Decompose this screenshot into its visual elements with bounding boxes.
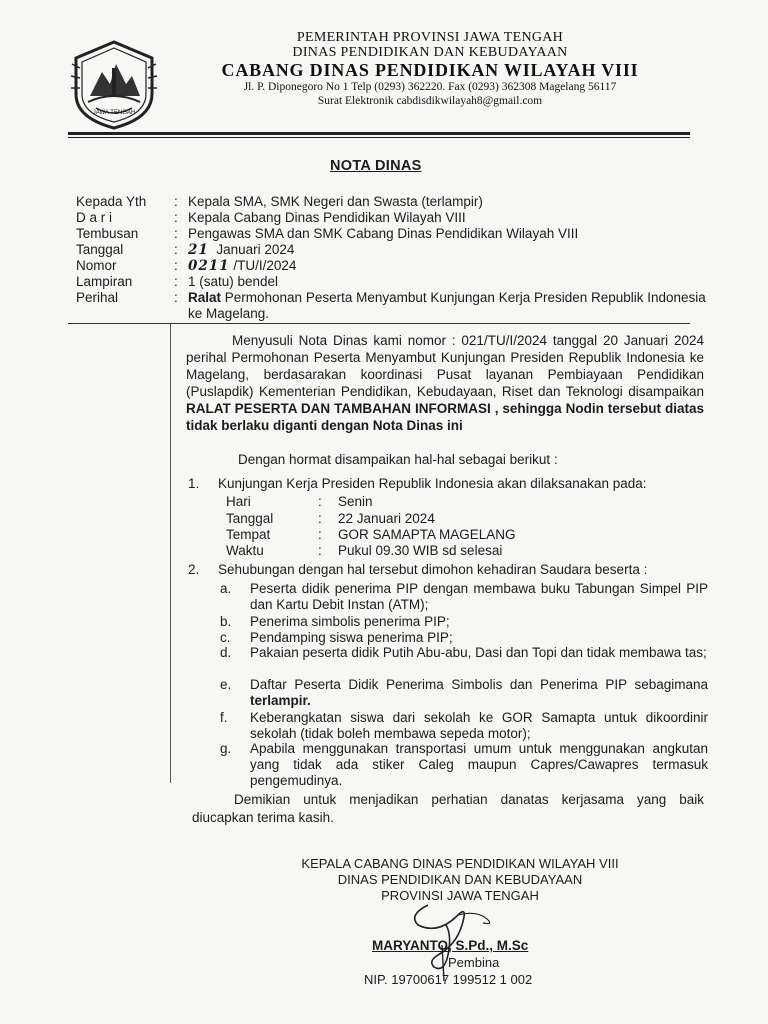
letterhead-email: Surat Elektronik cabdisdikwilayah8@gmail.com [317,95,543,107]
colon: : [174,226,178,241]
letterhead-department: DINAS PENDIDIKAN DAN KEBUDAYAAN [292,45,568,60]
margin-rule [170,323,171,783]
closing-text: Demikian untuk menjadikan perhatian danatas kerjasama yang baik diucapkan terima kasih. [192,792,704,825]
signatory-name: MARYANTO, S.Pd., M.Sc [372,938,529,953]
sub-item-text: Peserta didik penerima PIP dengan membawa buku Tabungan Simpel PIP dan Kartu Debit Instan (ATM); [250,581,708,612]
sub-item-letter: b. [220,614,232,629]
schedule-value: GOR SAMAPTA MAGELANG [338,527,516,542]
item-2-text: Sehubungan dengan hal tersebut dimohon kehadiran Saudara beserta : [218,562,648,577]
colon: : [174,210,178,225]
signatory-province: PROVINSI JAWA TENGAH [381,888,539,903]
perihal-label: Perihal [76,290,119,305]
opening-plain: Menyusuli Nota Dinas kami nomor : 021/TU/I/2024 tanggal 20 Januari 2024 perihal Permohonan Peserta Menyambut Kunjungan Presiden Republik Indonesia ke Magelang, berdasarakan koordinasi Pusat layanan Pembiayaan Pendidikan (Puslapdik) Kementerian Pendidikan, Kebudayaan, Riset dan Teknologi disampaikan [186,333,704,399]
sub-item-text: Pendamping siswa penerima PIP; [250,630,453,645]
nomor-value-wrap [188,258,708,274]
signatory-rank: Pembina [448,955,500,970]
colon: : [174,274,178,289]
tanggal-handwritten-day: 21 [188,242,209,258]
letterhead-branch: CABANG DINAS PENDIDIKAN WILAYAH VIII [221,60,639,80]
colon: : [318,527,322,542]
dari-label: D a r i [76,210,113,225]
sub-item-letter: c. [220,630,231,645]
item-1-text: Kunjungan Kerja Presiden Republik Indonesia akan dilaksanakan pada: [218,476,647,491]
document-title: NOTA DINAS [330,158,422,174]
item-2-number: 2. [188,562,200,577]
sub-item-text: Pakaian peserta didik Putih Abu-abu, Dasi dan Topi dan tidak membawa tas; [250,645,707,660]
opening-bold: RALAT PESERTA DAN TAMBAHAN INFORMASI , sehingga Nodin tersebut diatas tidak berlaku diganti dengan Nota Dinas ini [186,401,704,433]
sub-item-letter: d. [220,645,232,660]
signatory-department: DINAS PENDIDIKAN DAN KEBUDAYAAN [337,872,583,887]
sub-item-letter: e. [220,677,232,692]
sub-item-text-wrap [250,677,708,709]
tembusan-label: Tembusan [76,226,139,241]
kepada-value: Kepala SMA, SMK Negeri dan Swasta (terlampir) [188,194,483,209]
tanggal-value-wrap [188,242,708,258]
tanggal-value: Januari 2024 [216,242,295,257]
schedule-value: 22 Januari 2024 [338,511,435,526]
nomor-value: /TU/I/2024 [233,258,297,273]
letterhead-address: Jl. P. Diponegoro No 1 Telp (0293) 362220. Fax (0293) 362308 Magelang 56117 [243,81,617,93]
dari-value: Kepala Cabang Dinas Pendidikan Wilayah VIII [188,210,466,225]
colon: : [174,242,178,257]
colon: : [318,543,322,558]
perihal-value [188,290,708,322]
sub-item-letter: f. [220,710,228,725]
lampiran-label: Lampiran [76,274,133,289]
colon: : [174,194,178,209]
colon: : [318,494,322,509]
colon: : [174,290,178,305]
signatory-position: KEPALA CABANG DINAS PENDIDIKAN WILAYAH VIII [301,856,619,871]
sub-item-letter: a. [220,581,232,596]
logo-caption: JAWA TENGAH [92,110,136,116]
item-1-number: 1. [188,476,200,491]
header-divider [68,323,690,324]
colon: : [318,511,322,526]
provincial-emblem-logo [68,38,160,130]
letterhead-government: PEMERINTAH PROVINSI JAWA TENGAH [296,30,564,45]
nomor-handwritten: 0211 [188,258,230,274]
lampiran-value: 1 (satu) bendel [188,274,279,289]
sub-item-letter: g. [220,741,232,756]
tanggal-label: Tanggal [76,242,124,257]
schedule-key: Tanggal [226,511,274,526]
sub-item-text: Daftar Peserta Didik Penerima Simbolis dan Penerima PIP sebagimana [250,677,708,692]
sub-item-bold: terlampir. [250,693,311,708]
sub-item-text: Keberangkatan siswa dari sekolah ke GOR Samapta untuk dikoordinir sekolah (tidak boleh membawa sepeda motor); [250,710,708,741]
kepada-label: Kepada Yth [76,194,147,209]
signatory-nip: NIP. 19700617 199512 1 002 [364,972,533,987]
opening-paragraph [186,332,704,434]
sub-item-text: Apabila menggunakan transportasi umum untuk menggunakan angkutan yang tidak ada stiker Caleg maupun Capres/Cawapres termasuk pengemudinya. [250,741,708,788]
perihal-bold: Ralat [188,290,222,305]
letterhead-rule-thick [68,132,690,135]
colon: : [174,258,178,273]
letterhead-rule-thin [68,137,690,138]
hormat-line: Dengan hormat disampaikan hal-hal sebagai berikut : [238,452,558,467]
schedule-value: Pukul 09.30 WIB sd selesai [338,543,503,558]
sub-item-text: Penerima simbolis penerima PIP; [250,614,450,629]
nomor-label: Nomor [76,258,117,273]
schedule-key: Hari [226,494,251,509]
schedule-key: Waktu [226,543,264,558]
closing-paragraph [192,791,704,827]
schedule-value: Senin [338,494,373,509]
schedule-key: Tempat [226,527,271,542]
tembusan-value: Pengawas SMA dan SMK Cabang Dinas Pendidikan Wilayah VIII [188,226,579,241]
perihal-rest: Permohonan Peserta Menyambut Kunjungan Kerja Presiden Republik Indonesia ke Magelang. [188,290,706,321]
